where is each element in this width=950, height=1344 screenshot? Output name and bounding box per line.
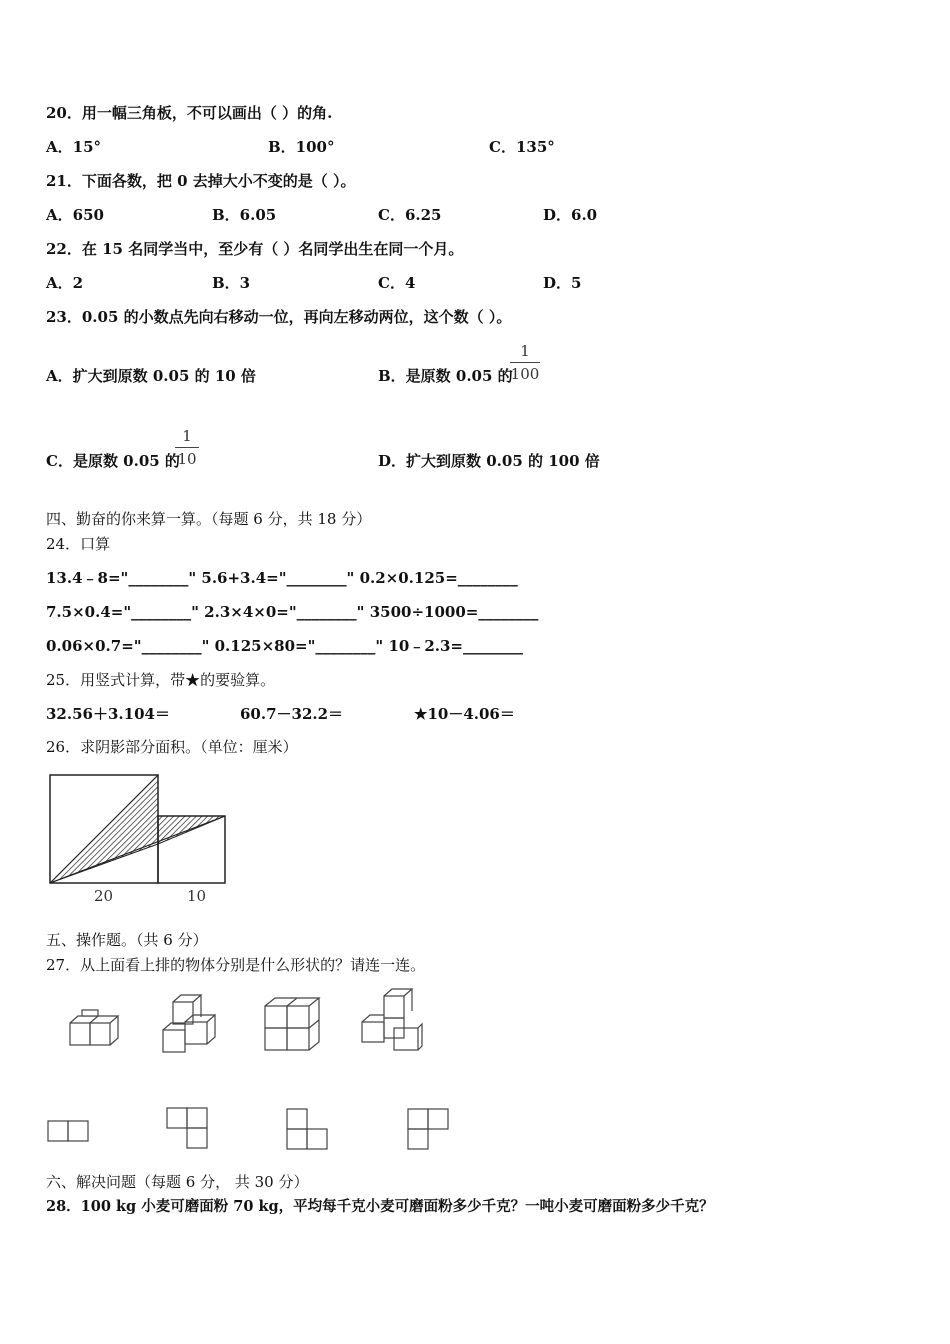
q20-stem: 20．用一幅三角板，不可以画出（ ）的角. <box>46 104 333 122</box>
q21-option-d[interactable]: D．6.0 <box>543 206 598 224</box>
q22-stem: 22．在 15 名同学当中，至少有（ ）名同学出生在同一个月。 <box>46 240 464 258</box>
fraction-bar <box>510 362 540 363</box>
q28-stem: 28．100 kg 小麦可磨面粉 70 kg，平均每千克小麦可磨面粉多少千克？一吨小麦可磨面粉多少千克？ <box>46 1198 714 1215</box>
top-view-2[interactable] <box>165 1106 213 1152</box>
q25-item-2: 60.7－32.2＝ <box>240 705 344 723</box>
label-10: 10 <box>187 887 207 905</box>
cube-object-1[interactable] <box>68 1008 124 1050</box>
q23-option-a[interactable]: A．扩大到原数 0.05 的 10 倍 <box>46 367 256 385</box>
q22-option-a[interactable]: A．2 <box>46 274 84 292</box>
q20-option-b[interactable]: B．100° <box>268 138 335 156</box>
fraction-bar <box>175 447 199 448</box>
q23-option-b[interactable]: B．是原数 0.05 的 <box>378 367 513 385</box>
q24-row-1: 13.4﹣8="________" 5.6+3.4="________" 0.2×0.125=________ <box>46 569 518 587</box>
top-view-3[interactable] <box>285 1106 333 1154</box>
label-20: 20 <box>94 887 114 905</box>
section-6-heading: 六、解决问题（每题 6 分， 共 30 分） <box>46 1173 309 1191</box>
shaded-triangle-left <box>50 775 158 883</box>
q25-item-1: 32.56＋3.104＝ <box>46 705 170 723</box>
q22-option-d[interactable]: D．5 <box>543 274 582 292</box>
fraction-numerator: 1 <box>520 342 530 360</box>
q20-option-c[interactable]: C．135° <box>489 138 555 156</box>
q22-option-c[interactable]: C．4 <box>378 274 416 292</box>
q20-option-a[interactable]: A．15° <box>46 138 102 156</box>
q23-option-b-fraction <box>510 342 540 383</box>
q26-title: 26．求阴影部分面积。（单位：厘米） <box>46 738 298 756</box>
q25-title: 25．用竖式计算，带★的要验算。 <box>46 671 276 689</box>
q27-title: 27．从上面看上排的物体分别是什么形状的？请连一连。 <box>46 956 426 974</box>
q23-option-c[interactable]: C．是原数 0.05 的 <box>46 452 180 470</box>
top-view-1[interactable] <box>46 1118 92 1144</box>
q23-option-c-fraction <box>175 427 199 468</box>
shaded-area-figure <box>44 770 234 906</box>
q24-row-2: 7.5×0.4="________" 2.3×4×0="________" 3500÷1000=________ <box>46 603 539 621</box>
q23-option-d[interactable]: D．扩大到原数 0.05 的 100 倍 <box>378 452 600 470</box>
q21-option-c[interactable]: C．6.25 <box>378 206 442 224</box>
fraction-denominator: 100 <box>510 365 540 383</box>
cube-object-4[interactable] <box>358 986 424 1052</box>
q22-option-b[interactable]: B．3 <box>212 274 251 292</box>
q24-row-3: 0.06×0.7="________" 0.125×80="________" 10﹣2.3=________ <box>46 637 523 655</box>
top-view-4[interactable] <box>406 1106 454 1154</box>
section-4-heading: 四、勤奋的你来算一算。（每题 6 分，共 18 分） <box>46 510 372 528</box>
q25-item-3: ★10－4.06＝ <box>414 705 515 723</box>
q21-option-a[interactable]: A．650 <box>46 206 104 224</box>
q23-stem: 23．0.05 的小数点先向右移动一位，再向左移动两位，这个数（ ）。 <box>46 308 512 326</box>
fraction-numerator: 1 <box>182 427 192 445</box>
q21-option-b[interactable]: B．6.05 <box>212 206 277 224</box>
q21-stem: 21．下面各数，把 0 去掉大小不变的是（ ）。 <box>46 172 356 190</box>
cube-object-2[interactable] <box>161 992 225 1054</box>
section-5-heading: 五、操作题。（共 6 分） <box>46 931 208 949</box>
q24-title: 24．口算 <box>46 535 111 553</box>
cube-object-3[interactable] <box>263 996 321 1052</box>
fraction-denominator: 10 <box>177 450 197 468</box>
